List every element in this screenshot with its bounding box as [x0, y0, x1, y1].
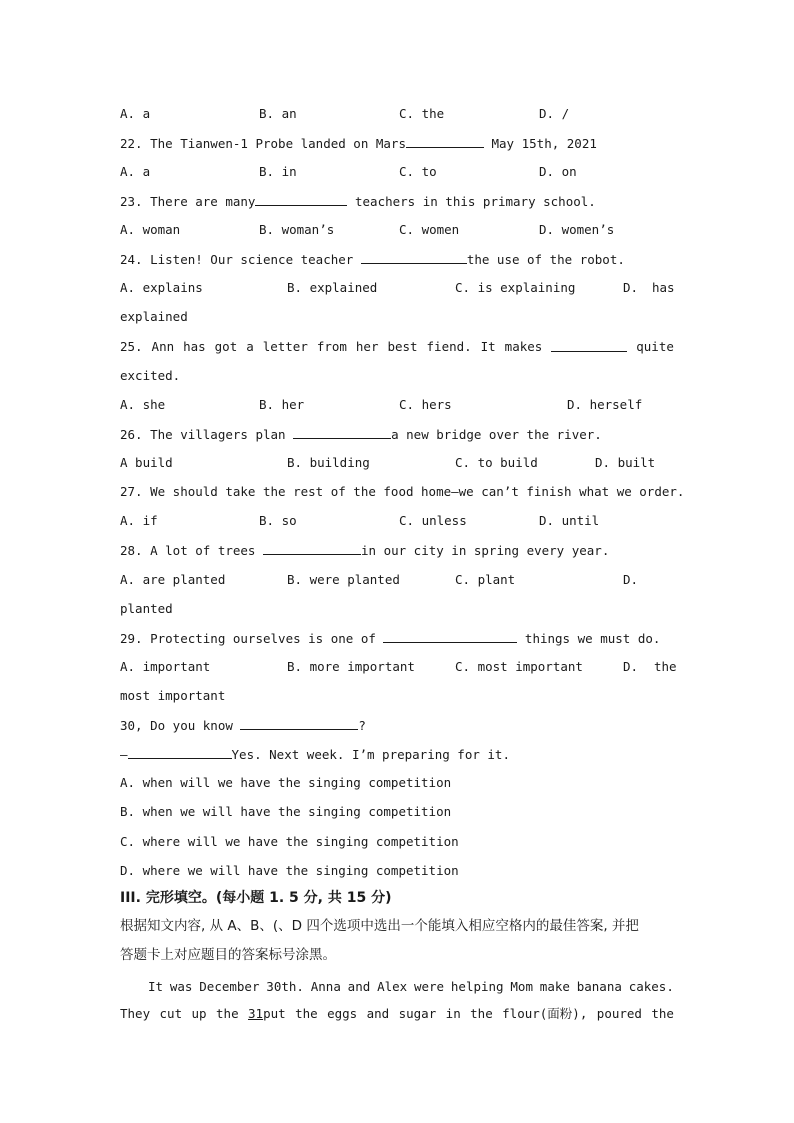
- q30-option-d: D. where we will have the singing competition: [120, 863, 459, 878]
- q23-suffix: teachers in this primary school.: [347, 194, 596, 209]
- q22-question: [120, 135, 597, 152]
- q27-option-b: B. so: [259, 513, 297, 528]
- q25-word: 25.: [120, 339, 143, 354]
- q28-option-b: B. were planted: [287, 572, 400, 587]
- q23-option-b: B. woman’s: [259, 222, 335, 237]
- q29-option-d-text: the: [654, 659, 677, 674]
- q29-option-d-label: D.: [623, 659, 639, 674]
- passage-word: poured: [596, 1006, 642, 1021]
- passage-word: banana: [576, 979, 622, 994]
- q26-option-c: C. to build: [455, 455, 538, 470]
- passage-word: the: [216, 1006, 239, 1021]
- passage-word: helping: [450, 979, 504, 994]
- q22-option-d: D. on: [539, 164, 577, 179]
- q25-word: fiend.: [426, 339, 472, 354]
- section-heading: III. 完形填空。(每小题 1. 5 分, 共 15 分): [120, 890, 392, 906]
- q27-option-c: C. unless: [399, 513, 467, 528]
- q22-option-a: A. a: [120, 164, 151, 179]
- passage-word: 30th.: [266, 979, 304, 994]
- q21-option-a: A. a: [120, 106, 151, 121]
- passage-word: Alex: [377, 979, 408, 994]
- q24-prefix: 24. Listen! Our science teacher: [120, 252, 361, 267]
- passage-word: make: [539, 979, 570, 994]
- passage-word: put: [263, 1006, 286, 1021]
- q30-reply-blank: [128, 746, 232, 759]
- q25-word: has: [183, 339, 206, 354]
- passage-word: Anna: [310, 979, 341, 994]
- q22-suffix: May 15th, 2021: [483, 136, 597, 151]
- passage-line-2: [120, 1006, 674, 1022]
- q25-word: best: [387, 339, 418, 354]
- passage-word: December: [199, 979, 260, 994]
- q30-option-b: B. when we will have the singing competition: [120, 804, 452, 819]
- passage-word: the: [651, 1006, 674, 1021]
- passage-word: and: [366, 1006, 390, 1021]
- passage-word: were: [413, 979, 445, 994]
- q23-option-c: C. women: [399, 222, 460, 237]
- passage-word: up: [191, 1006, 207, 1021]
- q24-option-d-cont: explained: [120, 309, 188, 324]
- q30-reply-dash: —: [120, 747, 128, 762]
- passage-word: cakes.: [628, 979, 674, 994]
- q23-option-d: D. women’s: [539, 222, 615, 237]
- q24-option-a: A. explains: [120, 280, 203, 295]
- q27-question: 27. We should take the rest of the food home—we can’t finish what we order.: [120, 484, 685, 499]
- q30-reply-text: Yes. Next week. I’m preparing for it.: [231, 747, 510, 762]
- passage-word: the: [470, 1006, 493, 1021]
- q22-blank: [406, 135, 484, 148]
- q28-option-c: C. plant: [455, 572, 516, 587]
- q29-option-c: C. most important: [455, 659, 583, 674]
- q30-question: [120, 717, 366, 734]
- q27-option-d: D. until: [539, 513, 600, 528]
- passage-word: and: [347, 979, 371, 994]
- passage-word: Mom: [510, 979, 533, 994]
- passage-word: eggs: [327, 1006, 358, 1021]
- q25-option-c: C. hers: [399, 397, 452, 412]
- q28-question: [120, 542, 609, 559]
- blank-number: 31: [248, 1006, 264, 1021]
- q24-blank: [361, 251, 467, 264]
- q25-option-b: B. her: [259, 397, 305, 412]
- q26-option-d: D. built: [595, 455, 656, 470]
- q28-prefix: 28. A lot of trees: [120, 543, 263, 558]
- passage-word: was: [169, 979, 193, 994]
- q28-suffix: in our city in spring every year.: [361, 543, 610, 558]
- q25-word: It: [480, 339, 496, 354]
- q21-option-b: B. an: [259, 106, 297, 121]
- q25-word: got: [214, 339, 238, 354]
- q25-word: a: [246, 339, 254, 354]
- q24-suffix: the use of the robot.: [466, 252, 625, 267]
- q24-option-b: B. explained: [287, 280, 378, 295]
- q24-question: [120, 251, 625, 268]
- q29-option-d-cont: most important: [120, 688, 226, 703]
- passage-word: sugar: [398, 1006, 437, 1021]
- q30-option-c: C. where will we have the singing competition: [120, 834, 459, 849]
- q25-option-d: D. herself: [567, 397, 643, 412]
- q29-option-a: A. important: [120, 659, 211, 674]
- q25-question-cont: excited.: [120, 368, 181, 383]
- q26-option-b: B. building: [287, 455, 370, 470]
- passage-line-1: [148, 979, 674, 995]
- q29-option-b: B. more important: [287, 659, 415, 674]
- q30-reply: [120, 746, 510, 763]
- passage-word: cut: [159, 1006, 183, 1021]
- q24-option-c: C. is explaining: [455, 280, 576, 295]
- q25-word: letter: [262, 339, 308, 354]
- q26-suffix: a new bridge over the river.: [391, 427, 602, 442]
- passage-word: the: [295, 1006, 318, 1021]
- q28-option-d-label: D.: [623, 572, 639, 587]
- q29-question: [120, 630, 660, 647]
- q22-prefix: 22. The Tianwen-1 Probe landed on Mars: [120, 136, 406, 151]
- q25-word: quite: [636, 339, 674, 354]
- q23-option-a: A. woman: [120, 222, 181, 237]
- q30-prefix: 30, Do you know: [120, 718, 241, 733]
- q26-question: [120, 426, 602, 443]
- q26-option-a: A build: [120, 455, 173, 470]
- q22-option-c: C. to: [399, 164, 437, 179]
- section-instruction-line1: 根据知文内容, 从 A、B、(、D 四个选项中选出一个能填入相应空格内的最佳答案, 并把: [120, 918, 639, 934]
- passage-blank-31: [248, 1006, 286, 1022]
- q25-question: [120, 339, 674, 355]
- q25-word: makes: [504, 339, 543, 354]
- q28-option-a: A. are planted: [120, 572, 226, 587]
- passage-word: in: [445, 1006, 461, 1021]
- q26-blank: [293, 426, 391, 439]
- q24-option-d-text: has: [652, 280, 675, 295]
- q24-option-d-label: D.: [623, 280, 639, 295]
- q25-word: from: [316, 339, 347, 354]
- q29-prefix: 29. Protecting ourselves is one of: [120, 631, 384, 646]
- q28-blank: [263, 542, 361, 555]
- q30-option-a: A. when will we have the singing competition: [120, 775, 452, 790]
- q25-word: her: [355, 339, 379, 354]
- q23-prefix: 23. There are many: [120, 194, 256, 209]
- passage-word: flour(面粉),: [502, 1006, 588, 1021]
- q25-blank: [551, 339, 627, 352]
- q26-prefix: 26. The villagers plan: [120, 427, 294, 442]
- q29-blank: [383, 630, 517, 643]
- passage-word: They: [120, 1006, 151, 1021]
- passage-word: It: [148, 979, 164, 994]
- q28-option-d-cont: planted: [120, 601, 173, 616]
- q21-option-d: D. /: [539, 106, 570, 121]
- q25-option-a: A. she: [120, 397, 166, 412]
- q25-word: Ann: [151, 339, 175, 354]
- q29-suffix: things we must do.: [517, 631, 661, 646]
- q22-option-b: B. in: [259, 164, 297, 179]
- q30-blank: [240, 717, 358, 730]
- q23-blank: [255, 193, 347, 206]
- q23-question: [120, 193, 596, 210]
- section-instruction-line2: 答题卡上对应题目的答案标号涂黑。: [120, 947, 336, 963]
- q21-option-c: C. the: [399, 106, 445, 121]
- q30-suffix: ?: [358, 718, 366, 733]
- q27-option-a: A. if: [120, 513, 158, 528]
